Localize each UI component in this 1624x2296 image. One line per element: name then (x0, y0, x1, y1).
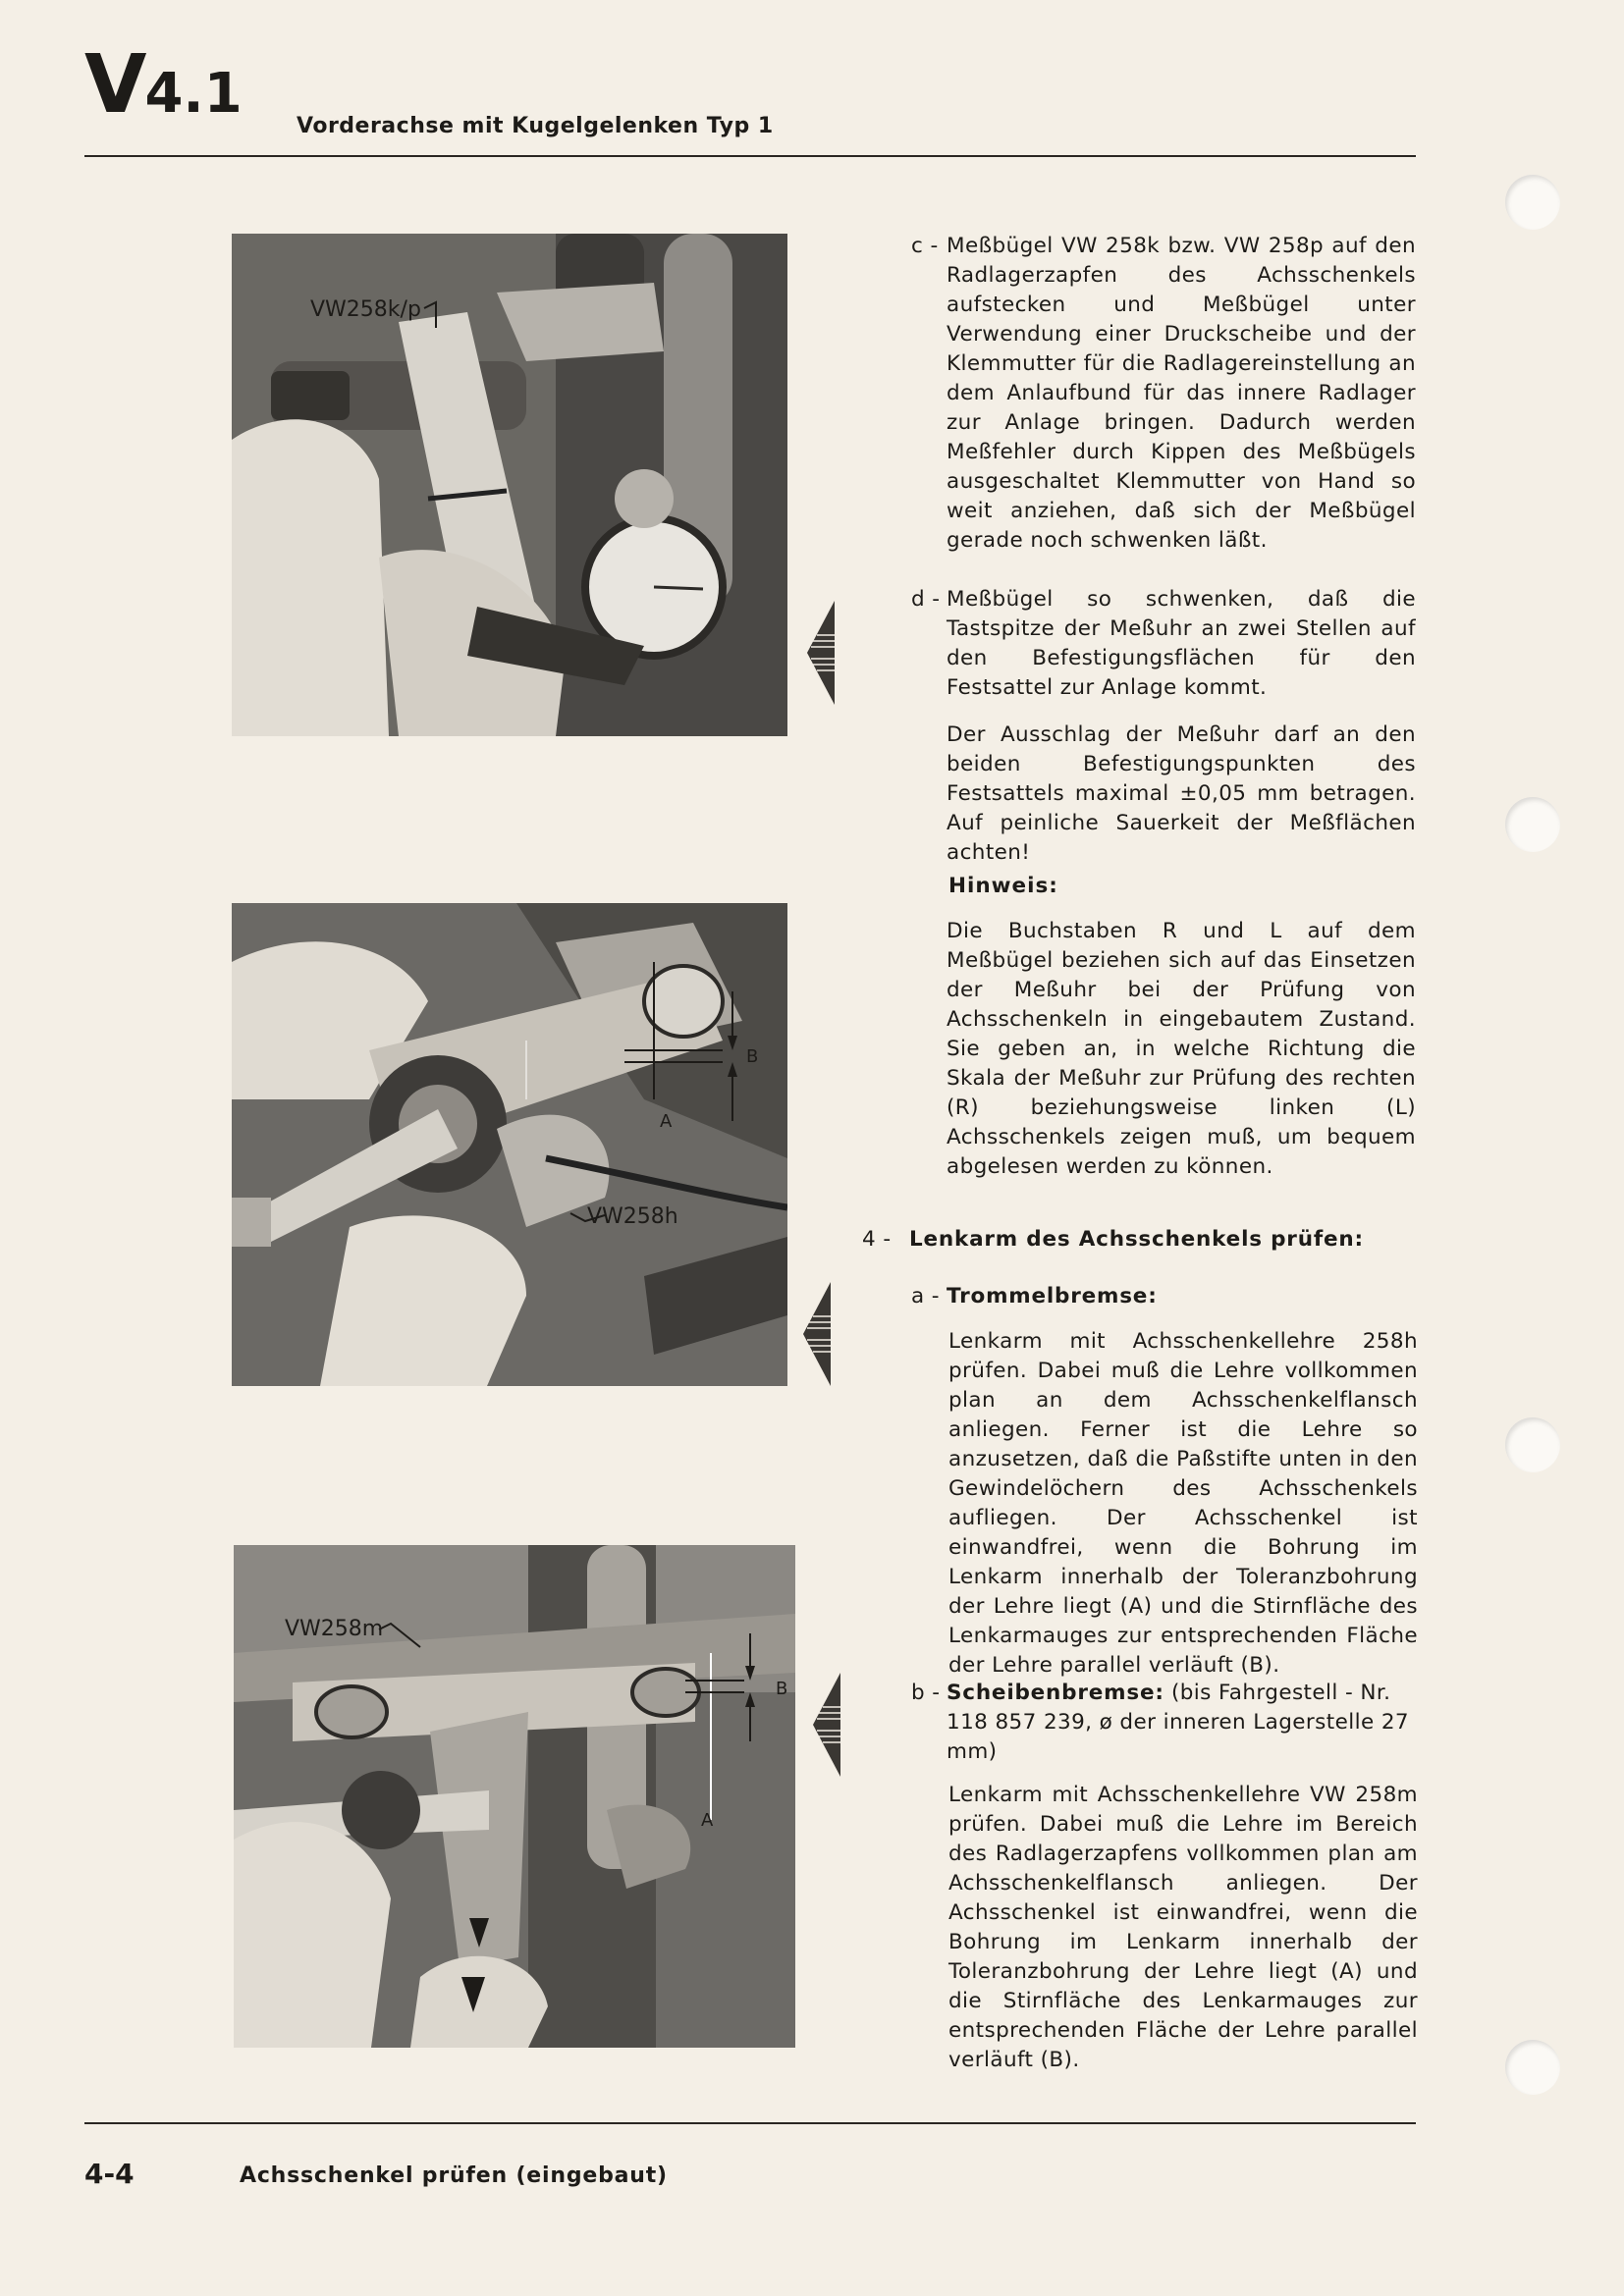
note-text: Die Buchstaben R und L auf dem Meßbügel beziehen sich auf das Einsetzen der Meßuhr bei der Prüfung von Achsschenkeln in eingebautem Zustand. Sie geben an, in welche Richtung die Skala der Meßuhr zur Prüfung des rechten (R) beziehungsweise linken (L) Achsschenkels zeigen muß, um bequem abgelesen werden zu können. (947, 919, 1416, 1179)
measure-mark-a: A (660, 1111, 673, 1132)
photo-steering-arm-gauge-258m (234, 1545, 795, 2048)
tool-label-vw258m: VW258m (285, 1617, 384, 1641)
reference-arrow-icon (807, 601, 837, 705)
section-number (84, 38, 243, 132)
measure-mark-a: A (701, 1810, 714, 1831)
measure-mark-b: B (776, 1679, 788, 1699)
photo-measuring-bracket (232, 234, 787, 736)
step-c-text: Meßbügel VW 258k bzw. VW 258p auf den Radlagerzapfen des Achsschenkels aufstecken und Meßbügel unter Verwendung einer Druckscheibe und der Klemmutter für die Radlagereinstellung an dem Anlaufbund für das innere Radlager zur Anlage bringen. Dadurch werden Meßfehler durch Kippen des Meßbügels ausgeschaltet Klemmutter von Hand so weit anziehen, daß sich der Meßbügel gerade noch schwenken läßt. (947, 234, 1416, 553)
punch-hole (1505, 175, 1560, 230)
section-4-title: Lenkarm des Achsschenkels prüfen: (909, 1227, 1364, 1252)
photo-1-drawing (232, 234, 787, 736)
step-b-title: Scheibenbremse: (947, 1681, 1164, 1705)
section-letter: V (84, 38, 145, 132)
measure-mark-b: B (746, 1046, 759, 1067)
step-d-text: Meßbügel so schwenken, daß die Tastspitze der Meßuhr an zwei Stellen auf den Befestigungsflächen für den Festsattel zur Anlage kommt. (947, 587, 1416, 700)
section-4-label: 4 - (862, 1227, 892, 1252)
punch-hole (1505, 1417, 1560, 1472)
photo-2-drawing (232, 903, 787, 1386)
page-number: 4-4 (84, 2158, 135, 2190)
footer-title: Achsschenkel prüfen (eingebaut) (240, 2163, 668, 2188)
footer-rule (84, 2122, 1416, 2124)
step-d-label: d - (911, 587, 941, 612)
photo-3-drawing (234, 1545, 795, 2048)
page-title: Vorderachse mit Kugelgelenken Typ 1 (297, 114, 774, 138)
note-heading: Hinweis: (948, 874, 1058, 898)
reference-arrow-icon (803, 1282, 833, 1386)
reference-arrow-icon (813, 1673, 842, 1777)
step-a-text: Lenkarm mit Achsschenkellehre 258h prüfen. Dabei muß die Lehre vollkommen plan an dem Achsschenkelflansch anliegen. Ferner ist die Lehre so anzusetzen, daß die Paßstifte unten in den Gewindelöchern des Achsschenkels aufliegen. Der Achsschenkel ist einwandfrei, wenn die Bohrung im Lenkarm innerhalb der Toleranzbohrung der Lehre liegt (A) und die Stirnfläche des Lenkarmauges zur entsprechenden Fläche der Lehre parallel verläuft (B). (948, 1329, 1418, 1678)
header-rule (84, 155, 1416, 157)
tool-label-vw258h: VW258h (587, 1204, 678, 1229)
tool-label-vw258kp: VW258k/p (310, 297, 421, 322)
step-b-text: Lenkarm mit Achsschenkellehre VW 258m prüfen. Dabei muß die Lehre im Bereich des Radlagerzapfens vollkommen plan am Achsschenkelflansch anliegen. Der Achsschenkel ist einwandfrei, wenn die Bohrung im Lenkarm innerhalb der Toleranzbohrung der Lehre liegt (A) und die Stirnfläche des Lenkarmauges zur entsprechenden Fläche der Lehre parallel verläuft (B). (948, 1783, 1418, 2072)
step-a-label: a - (911, 1284, 940, 1308)
punch-hole (1505, 797, 1560, 852)
step-c-label: c - (911, 234, 939, 258)
punch-hole (1505, 2040, 1560, 2095)
photo-steering-arm-gauge-258h (232, 903, 787, 1386)
step-a-title: Trommelbremse: (947, 1284, 1158, 1308)
step-d-tolerance-text: Der Ausschlag der Meßuhr darf an den beiden Befestigungspunkten des Festsattels maximal ±0,05 mm betragen. Auf peinliche Sauerkeit der Meßflächen achten! (947, 722, 1416, 865)
section-subnumber: 4.1 (144, 62, 243, 126)
step-b-label: b - (911, 1681, 941, 1705)
step-b-scope: (bis Fahrgestell - Nr. 118 857 239, ø der inneren Lagerstelle 27 mm) (947, 1681, 1409, 1764)
